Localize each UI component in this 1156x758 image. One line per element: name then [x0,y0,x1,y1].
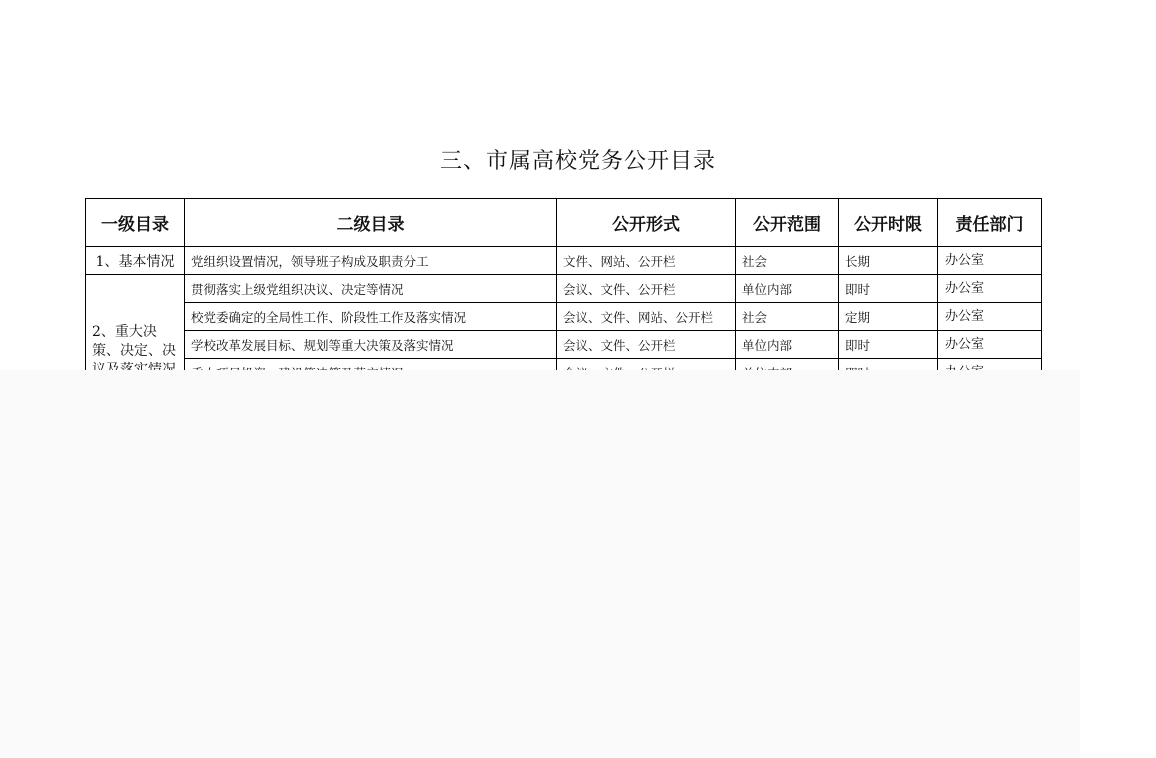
cell-scope: 单位内部 [736,331,839,359]
cell-dept: 办公室 [938,247,1042,275]
header-dept: 责任部门 [938,199,1042,247]
cell-period: 即时 [839,331,938,359]
table-row [86,303,1042,331]
cell-form: 会议、文件、公开栏 [557,331,736,359]
cell-form: 文件、网站、公开栏 [557,247,736,275]
cell-level2: 党组织设置情况，领导班子构成及职责分工 [185,247,557,275]
catalog-table [85,198,1042,387]
table-row [86,247,1042,275]
cell-period: 即时 [839,275,938,303]
table-row [86,275,1042,303]
cell-level2: 贯彻落实上级党组织决议、决定等情况 [185,275,557,303]
cell-scope: 单位内部 [736,275,839,303]
table-row [86,331,1042,359]
cell-dept: 办公室 [938,303,1042,331]
header-scope: 公开范围 [736,199,839,247]
header-period: 公开时限 [839,199,938,247]
cell-level2: 学校改革发展目标、规划等重大决策及落实情况 [185,331,557,359]
table-header-row [86,199,1042,247]
page-title: 三、市属高校党务公开目录 [439,149,716,174]
cell-dept: 办公室 [938,275,1042,303]
document-page [0,0,1080,370]
cell-scope: 社会 [736,247,839,275]
merged-level1-text: 2、重大决策、决定、决 [92,324,176,359]
header-level2: 二级目录 [185,199,557,247]
header-form: 公开形式 [557,199,736,247]
cell-form: 会议、文件、公开栏 [557,275,736,303]
cell-dept: 办公室 [938,331,1042,359]
cell-form: 会议、文件、网站、公开栏 [557,303,736,331]
cell-level1: 1、基本情况 [86,247,185,275]
cell-period: 定期 [839,303,938,331]
cell-period: 长期 [839,247,938,275]
header-level1: 一级目录 [86,199,185,247]
cell-scope: 社会 [736,303,839,331]
blank-area [0,370,1080,758]
cell-level2: 校党委确定的全局性工作、阶段性工作及落实情况 [185,303,557,331]
